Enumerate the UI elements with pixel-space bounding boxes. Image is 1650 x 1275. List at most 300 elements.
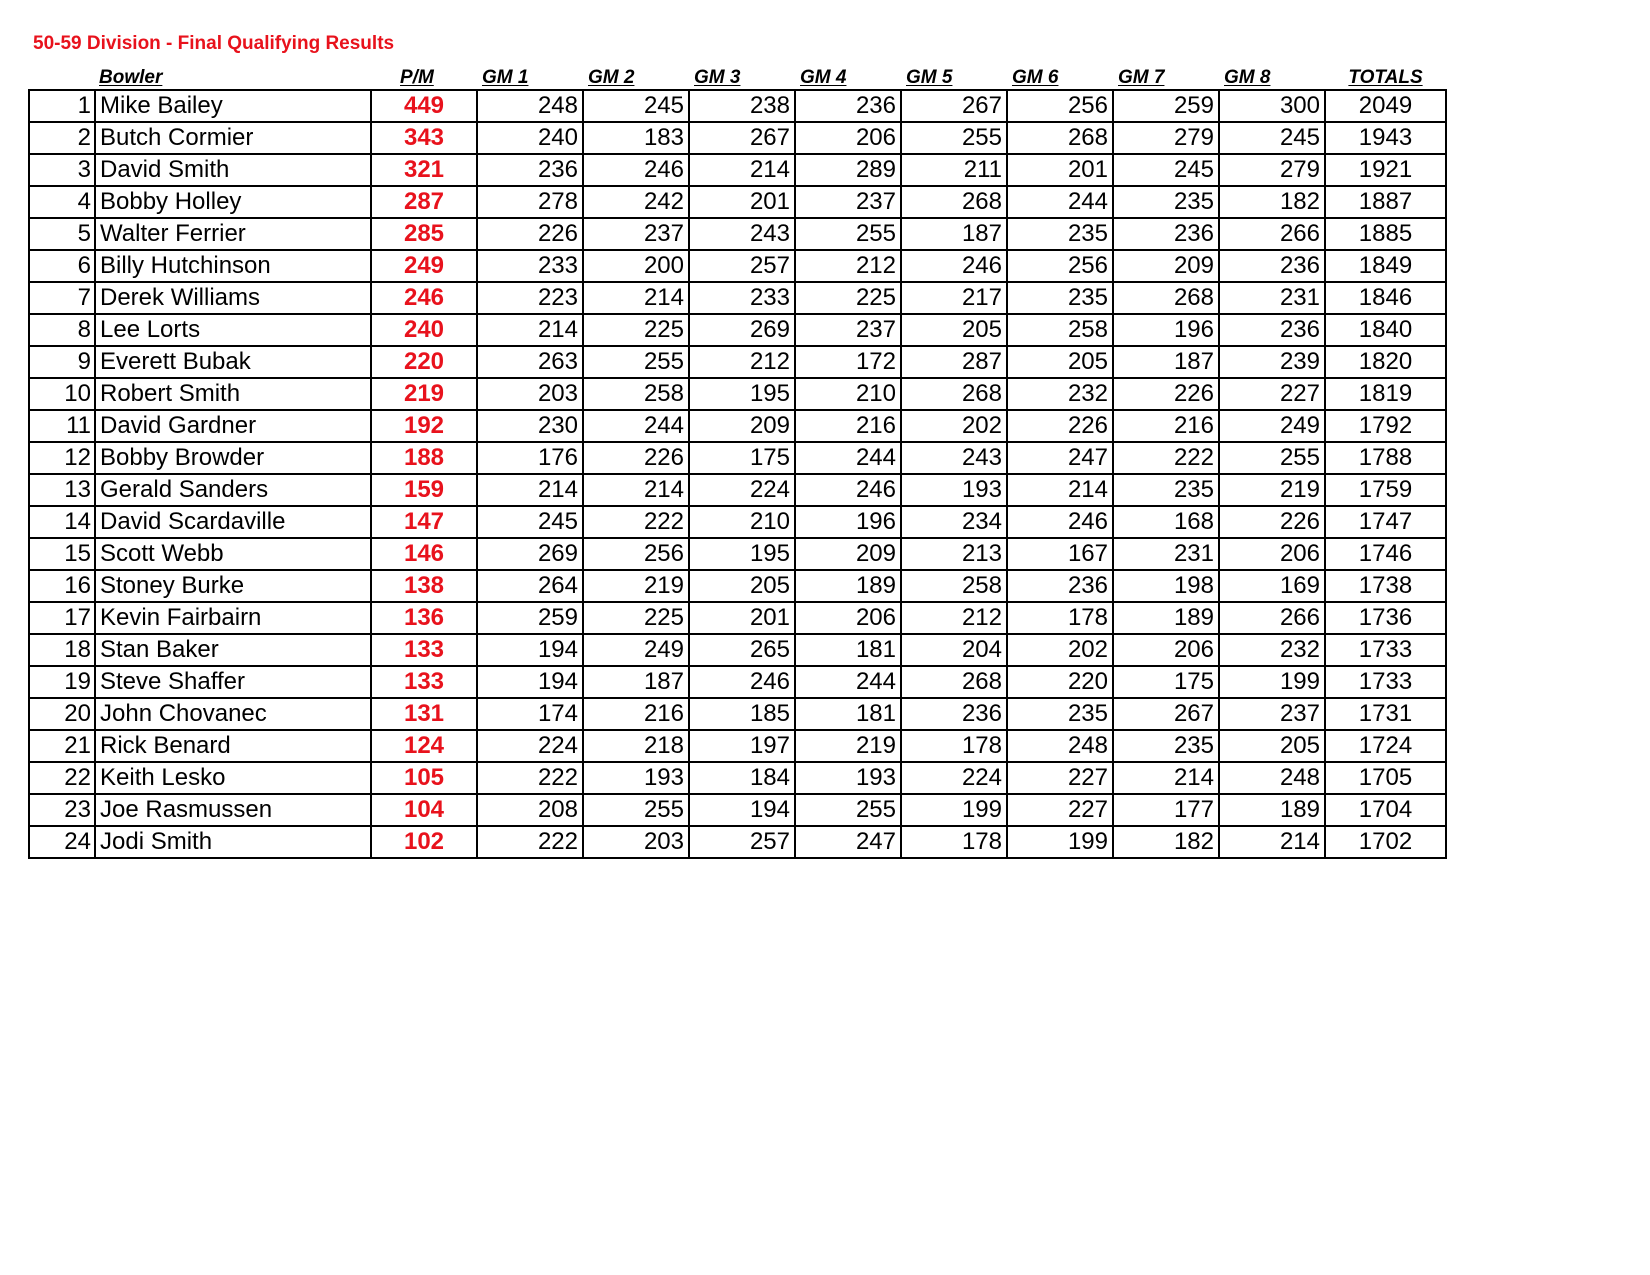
pm-cell: 102 — [371, 826, 477, 858]
header-gm4: GM 4 — [800, 67, 847, 88]
header-gm7: GM 7 — [1118, 67, 1165, 88]
total-cell: 1704 — [1325, 794, 1446, 826]
game-4-score-cell: 193 — [795, 762, 901, 794]
bowler-name-cell: Scott Webb — [95, 538, 371, 570]
game-8-score-cell: 300 — [1219, 90, 1325, 122]
game-4-score-cell: 225 — [795, 282, 901, 314]
game-7-score-cell: 214 — [1113, 762, 1219, 794]
bowler-name-cell: Derek Williams — [95, 282, 371, 314]
table-row — [29, 698, 1446, 730]
game-2-score-cell: 222 — [583, 506, 689, 538]
game-2-score-cell: 216 — [583, 698, 689, 730]
game-1-score-cell: 222 — [477, 762, 583, 794]
game-6-score-cell: 199 — [1007, 826, 1113, 858]
game-5-score-cell: 178 — [901, 826, 1007, 858]
game-4-score-cell: 219 — [795, 730, 901, 762]
game-5-score-cell: 268 — [901, 666, 1007, 698]
pm-cell: 192 — [371, 410, 477, 442]
header-rank — [29, 64, 95, 90]
table-row — [29, 762, 1446, 794]
game-7-score-cell: 189 — [1113, 602, 1219, 634]
rank-cell: 4 — [29, 186, 95, 218]
game-2-score-cell: 242 — [583, 186, 689, 218]
game-2-score-cell: 225 — [583, 602, 689, 634]
game-2-score-cell: 244 — [583, 410, 689, 442]
total-cell: 1733 — [1325, 666, 1446, 698]
rank-cell: 10 — [29, 378, 95, 410]
game-7-score-cell: 198 — [1113, 570, 1219, 602]
table-header — [29, 64, 1446, 90]
header-row — [29, 64, 1446, 90]
game-7-score-cell: 231 — [1113, 538, 1219, 570]
table-row — [29, 634, 1446, 666]
header-gm6: GM 6 — [1012, 67, 1059, 88]
game-3-score-cell: 197 — [689, 730, 795, 762]
table-row — [29, 794, 1446, 826]
game-1-score-cell: 230 — [477, 410, 583, 442]
total-cell: 1887 — [1325, 186, 1446, 218]
game-4-score-cell: 236 — [795, 90, 901, 122]
game-1-score-cell: 194 — [477, 666, 583, 698]
game-3-score-cell: 195 — [689, 378, 795, 410]
rank-cell: 22 — [29, 762, 95, 794]
game-5-score-cell: 199 — [901, 794, 1007, 826]
game-2-score-cell: 193 — [583, 762, 689, 794]
game-2-score-cell: 255 — [583, 346, 689, 378]
bowler-name-cell: David Scardaville — [95, 506, 371, 538]
game-2-score-cell: 258 — [583, 378, 689, 410]
game-6-score-cell: 232 — [1007, 378, 1113, 410]
game-8-score-cell: 219 — [1219, 474, 1325, 506]
game-6-score-cell: 256 — [1007, 250, 1113, 282]
game-8-score-cell: 266 — [1219, 218, 1325, 250]
game-6-score-cell: 226 — [1007, 410, 1113, 442]
game-7-score-cell: 235 — [1113, 730, 1219, 762]
game-3-score-cell: 212 — [689, 346, 795, 378]
table-row — [29, 378, 1446, 410]
game-8-score-cell: 255 — [1219, 442, 1325, 474]
game-4-score-cell: 181 — [795, 698, 901, 730]
total-cell: 1792 — [1325, 410, 1446, 442]
bowler-name-cell: Keith Lesko — [95, 762, 371, 794]
game-1-score-cell: 263 — [477, 346, 583, 378]
game-7-score-cell: 235 — [1113, 474, 1219, 506]
game-8-score-cell: 236 — [1219, 250, 1325, 282]
bowler-name-cell: David Gardner — [95, 410, 371, 442]
total-cell: 1788 — [1325, 442, 1446, 474]
header-gm2: GM 2 — [588, 67, 635, 88]
rank-cell: 12 — [29, 442, 95, 474]
game-8-score-cell: 248 — [1219, 762, 1325, 794]
game-8-score-cell: 239 — [1219, 346, 1325, 378]
game-8-score-cell: 189 — [1219, 794, 1325, 826]
pm-cell: 138 — [371, 570, 477, 602]
game-1-score-cell: 269 — [477, 538, 583, 570]
rank-cell: 20 — [29, 698, 95, 730]
pm-cell: 188 — [371, 442, 477, 474]
game-2-score-cell: 226 — [583, 442, 689, 474]
game-3-score-cell: 257 — [689, 250, 795, 282]
header-totals: TOTALS — [1348, 67, 1423, 88]
game-7-score-cell: 209 — [1113, 250, 1219, 282]
pm-cell: 343 — [371, 122, 477, 154]
game-3-score-cell: 233 — [689, 282, 795, 314]
game-6-score-cell: 247 — [1007, 442, 1113, 474]
game-4-score-cell: 189 — [795, 570, 901, 602]
game-1-score-cell: 176 — [477, 442, 583, 474]
game-6-score-cell: 246 — [1007, 506, 1113, 538]
pm-cell: 133 — [371, 666, 477, 698]
game-6-score-cell: 235 — [1007, 218, 1113, 250]
game-2-score-cell: 219 — [583, 570, 689, 602]
total-cell: 1846 — [1325, 282, 1446, 314]
game-3-score-cell: 238 — [689, 90, 795, 122]
bowler-name-cell: Gerald Sanders — [95, 474, 371, 506]
pm-cell: 136 — [371, 602, 477, 634]
game-6-score-cell: 202 — [1007, 634, 1113, 666]
total-cell: 1731 — [1325, 698, 1446, 730]
game-7-score-cell: 267 — [1113, 698, 1219, 730]
pm-cell: 449 — [371, 90, 477, 122]
game-5-score-cell: 246 — [901, 250, 1007, 282]
game-6-score-cell: 244 — [1007, 186, 1113, 218]
game-4-score-cell: 246 — [795, 474, 901, 506]
game-6-score-cell: 167 — [1007, 538, 1113, 570]
page-title: 50-59 Division - Final Qualifying Results — [33, 33, 395, 54]
game-2-score-cell: 255 — [583, 794, 689, 826]
game-6-score-cell: 235 — [1007, 282, 1113, 314]
game-4-score-cell: 247 — [795, 826, 901, 858]
rank-cell: 18 — [29, 634, 95, 666]
game-7-score-cell: 168 — [1113, 506, 1219, 538]
game-1-score-cell: 259 — [477, 602, 583, 634]
rank-cell: 5 — [29, 218, 95, 250]
game-5-score-cell: 205 — [901, 314, 1007, 346]
game-4-score-cell: 196 — [795, 506, 901, 538]
game-3-score-cell: 209 — [689, 410, 795, 442]
pm-cell: 220 — [371, 346, 477, 378]
header-pm: P/M — [400, 67, 434, 88]
total-cell: 1733 — [1325, 634, 1446, 666]
game-2-score-cell: 203 — [583, 826, 689, 858]
game-3-score-cell: 194 — [689, 794, 795, 826]
game-4-score-cell: 237 — [795, 186, 901, 218]
game-5-score-cell: 268 — [901, 378, 1007, 410]
game-5-score-cell: 255 — [901, 122, 1007, 154]
game-6-score-cell: 236 — [1007, 570, 1113, 602]
table-row — [29, 218, 1446, 250]
game-7-score-cell: 187 — [1113, 346, 1219, 378]
game-4-score-cell: 206 — [795, 122, 901, 154]
bowler-name-cell: Bobby Holley — [95, 186, 371, 218]
bowler-name-cell: Robert Smith — [95, 378, 371, 410]
pm-cell: 133 — [371, 634, 477, 666]
game-4-score-cell: 209 — [795, 538, 901, 570]
total-cell: 2049 — [1325, 90, 1446, 122]
bowler-name-cell: Kevin Fairbairn — [95, 602, 371, 634]
game-1-score-cell: 214 — [477, 314, 583, 346]
game-6-score-cell: 205 — [1007, 346, 1113, 378]
game-3-score-cell: 269 — [689, 314, 795, 346]
game-2-score-cell: 237 — [583, 218, 689, 250]
game-8-score-cell: 231 — [1219, 282, 1325, 314]
game-7-score-cell: 268 — [1113, 282, 1219, 314]
game-5-score-cell: 217 — [901, 282, 1007, 314]
header-gm1: GM 1 — [482, 67, 529, 88]
total-cell: 1759 — [1325, 474, 1446, 506]
game-4-score-cell: 237 — [795, 314, 901, 346]
total-cell: 1943 — [1325, 122, 1446, 154]
header-gm5: GM 5 — [906, 67, 953, 88]
game-6-score-cell: 178 — [1007, 602, 1113, 634]
pm-cell: 131 — [371, 698, 477, 730]
game-2-score-cell: 225 — [583, 314, 689, 346]
bowler-name-cell: Butch Cormier — [95, 122, 371, 154]
game-3-score-cell: 257 — [689, 826, 795, 858]
table-body — [29, 90, 1446, 858]
rank-cell: 17 — [29, 602, 95, 634]
game-5-score-cell: 211 — [901, 154, 1007, 186]
rank-cell: 3 — [29, 154, 95, 186]
rank-cell: 2 — [29, 122, 95, 154]
game-5-score-cell: 202 — [901, 410, 1007, 442]
rank-cell: 1 — [29, 90, 95, 122]
game-3-score-cell: 195 — [689, 538, 795, 570]
bowler-name-cell: Steve Shaffer — [95, 666, 371, 698]
pm-cell: 246 — [371, 282, 477, 314]
game-3-score-cell: 246 — [689, 666, 795, 698]
game-3-score-cell: 224 — [689, 474, 795, 506]
game-7-score-cell: 259 — [1113, 90, 1219, 122]
game-2-score-cell: 245 — [583, 90, 689, 122]
game-4-score-cell: 210 — [795, 378, 901, 410]
bowler-name-cell: Bobby Browder — [95, 442, 371, 474]
game-1-score-cell: 236 — [477, 154, 583, 186]
rank-cell: 13 — [29, 474, 95, 506]
rank-cell: 15 — [29, 538, 95, 570]
game-1-score-cell: 174 — [477, 698, 583, 730]
table-row — [29, 474, 1446, 506]
game-8-score-cell: 226 — [1219, 506, 1325, 538]
game-3-score-cell: 175 — [689, 442, 795, 474]
total-cell: 1747 — [1325, 506, 1446, 538]
game-4-score-cell: 212 — [795, 250, 901, 282]
game-6-score-cell: 258 — [1007, 314, 1113, 346]
game-5-score-cell: 236 — [901, 698, 1007, 730]
game-6-score-cell: 220 — [1007, 666, 1113, 698]
game-2-score-cell: 218 — [583, 730, 689, 762]
rank-cell: 14 — [29, 506, 95, 538]
bowler-name-cell: Stoney Burke — [95, 570, 371, 602]
game-5-score-cell: 204 — [901, 634, 1007, 666]
game-5-score-cell: 178 — [901, 730, 1007, 762]
game-6-score-cell: 227 — [1007, 762, 1113, 794]
game-3-score-cell: 265 — [689, 634, 795, 666]
total-cell: 1746 — [1325, 538, 1446, 570]
total-cell: 1736 — [1325, 602, 1446, 634]
total-cell: 1820 — [1325, 346, 1446, 378]
pm-cell: 104 — [371, 794, 477, 826]
header-gm8: GM 8 — [1224, 67, 1271, 88]
bowler-name-cell: Jodi Smith — [95, 826, 371, 858]
game-8-score-cell: 266 — [1219, 602, 1325, 634]
game-1-score-cell: 278 — [477, 186, 583, 218]
game-8-score-cell: 236 — [1219, 314, 1325, 346]
total-cell: 1819 — [1325, 378, 1446, 410]
rank-cell: 24 — [29, 826, 95, 858]
bowler-name-cell: Stan Baker — [95, 634, 371, 666]
game-1-score-cell: 248 — [477, 90, 583, 122]
game-2-score-cell: 256 — [583, 538, 689, 570]
game-6-score-cell: 235 — [1007, 698, 1113, 730]
pm-cell: 285 — [371, 218, 477, 250]
total-cell: 1849 — [1325, 250, 1446, 282]
game-8-score-cell: 169 — [1219, 570, 1325, 602]
game-2-score-cell: 214 — [583, 282, 689, 314]
rank-cell: 11 — [29, 410, 95, 442]
game-1-score-cell: 194 — [477, 634, 583, 666]
game-7-score-cell: 175 — [1113, 666, 1219, 698]
game-1-score-cell: 203 — [477, 378, 583, 410]
game-5-score-cell: 224 — [901, 762, 1007, 794]
game-7-score-cell: 222 — [1113, 442, 1219, 474]
game-4-score-cell: 244 — [795, 442, 901, 474]
total-cell: 1885 — [1325, 218, 1446, 250]
table-row — [29, 122, 1446, 154]
game-1-score-cell: 240 — [477, 122, 583, 154]
game-7-score-cell: 279 — [1113, 122, 1219, 154]
game-4-score-cell: 244 — [795, 666, 901, 698]
pm-cell: 240 — [371, 314, 477, 346]
game-7-score-cell: 182 — [1113, 826, 1219, 858]
bowler-name-cell: Joe Rasmussen — [95, 794, 371, 826]
rank-cell: 19 — [29, 666, 95, 698]
game-8-score-cell: 237 — [1219, 698, 1325, 730]
bowler-name-cell: Mike Bailey — [95, 90, 371, 122]
total-cell: 1702 — [1325, 826, 1446, 858]
game-8-score-cell: 205 — [1219, 730, 1325, 762]
game-3-score-cell: 214 — [689, 154, 795, 186]
game-1-score-cell: 222 — [477, 826, 583, 858]
game-2-score-cell: 214 — [583, 474, 689, 506]
game-7-score-cell: 236 — [1113, 218, 1219, 250]
game-5-score-cell: 187 — [901, 218, 1007, 250]
bowler-name-cell: Billy Hutchinson — [95, 250, 371, 282]
rank-cell: 7 — [29, 282, 95, 314]
table-row — [29, 442, 1446, 474]
game-8-score-cell: 227 — [1219, 378, 1325, 410]
pm-cell: 124 — [371, 730, 477, 762]
game-2-score-cell: 246 — [583, 154, 689, 186]
game-2-score-cell: 187 — [583, 666, 689, 698]
pm-cell: 146 — [371, 538, 477, 570]
game-5-score-cell: 243 — [901, 442, 1007, 474]
table-row — [29, 90, 1446, 122]
game-6-score-cell: 256 — [1007, 90, 1113, 122]
game-6-score-cell: 268 — [1007, 122, 1113, 154]
pm-cell: 287 — [371, 186, 477, 218]
game-5-score-cell: 213 — [901, 538, 1007, 570]
bowler-name-cell: John Chovanec — [95, 698, 371, 730]
table-row — [29, 282, 1446, 314]
rank-cell: 6 — [29, 250, 95, 282]
game-1-score-cell: 233 — [477, 250, 583, 282]
game-1-score-cell: 223 — [477, 282, 583, 314]
rank-cell: 8 — [29, 314, 95, 346]
game-1-score-cell: 214 — [477, 474, 583, 506]
game-5-score-cell: 258 — [901, 570, 1007, 602]
total-cell: 1705 — [1325, 762, 1446, 794]
bowler-name-cell: Rick Benard — [95, 730, 371, 762]
total-cell: 1840 — [1325, 314, 1446, 346]
table-row — [29, 314, 1446, 346]
game-6-score-cell: 201 — [1007, 154, 1113, 186]
game-5-score-cell: 234 — [901, 506, 1007, 538]
game-8-score-cell: 199 — [1219, 666, 1325, 698]
game-4-score-cell: 255 — [795, 218, 901, 250]
game-6-score-cell: 214 — [1007, 474, 1113, 506]
table-row — [29, 538, 1446, 570]
game-8-score-cell: 214 — [1219, 826, 1325, 858]
game-5-score-cell: 212 — [901, 602, 1007, 634]
game-6-score-cell: 248 — [1007, 730, 1113, 762]
game-8-score-cell: 245 — [1219, 122, 1325, 154]
table-row — [29, 186, 1446, 218]
game-8-score-cell: 182 — [1219, 186, 1325, 218]
game-3-score-cell: 185 — [689, 698, 795, 730]
pm-cell: 321 — [371, 154, 477, 186]
game-8-score-cell: 232 — [1219, 634, 1325, 666]
bowler-name-cell: Lee Lorts — [95, 314, 371, 346]
pm-cell: 219 — [371, 378, 477, 410]
bowler-name-cell: Everett Bubak — [95, 346, 371, 378]
table-row — [29, 250, 1446, 282]
header-gm3: GM 3 — [694, 67, 741, 88]
total-cell: 1724 — [1325, 730, 1446, 762]
game-3-score-cell: 205 — [689, 570, 795, 602]
table-row — [29, 346, 1446, 378]
results-table — [28, 64, 1447, 859]
bowler-name-cell: David Smith — [95, 154, 371, 186]
table-row — [29, 570, 1446, 602]
game-3-score-cell: 201 — [689, 186, 795, 218]
game-7-score-cell: 177 — [1113, 794, 1219, 826]
game-1-score-cell: 245 — [477, 506, 583, 538]
game-7-score-cell: 196 — [1113, 314, 1219, 346]
game-2-score-cell: 249 — [583, 634, 689, 666]
game-4-score-cell: 172 — [795, 346, 901, 378]
game-1-score-cell: 264 — [477, 570, 583, 602]
table-row — [29, 154, 1446, 186]
game-3-score-cell: 243 — [689, 218, 795, 250]
table-row — [29, 826, 1446, 858]
game-4-score-cell: 216 — [795, 410, 901, 442]
table-row — [29, 666, 1446, 698]
game-4-score-cell: 181 — [795, 634, 901, 666]
game-3-score-cell: 184 — [689, 762, 795, 794]
table-row — [29, 410, 1446, 442]
game-7-score-cell: 235 — [1113, 186, 1219, 218]
game-5-score-cell: 267 — [901, 90, 1007, 122]
game-4-score-cell: 255 — [795, 794, 901, 826]
game-1-score-cell: 208 — [477, 794, 583, 826]
game-3-score-cell: 267 — [689, 122, 795, 154]
game-3-score-cell: 210 — [689, 506, 795, 538]
game-2-score-cell: 183 — [583, 122, 689, 154]
game-8-score-cell: 279 — [1219, 154, 1325, 186]
pm-cell: 249 — [371, 250, 477, 282]
total-cell: 1738 — [1325, 570, 1446, 602]
